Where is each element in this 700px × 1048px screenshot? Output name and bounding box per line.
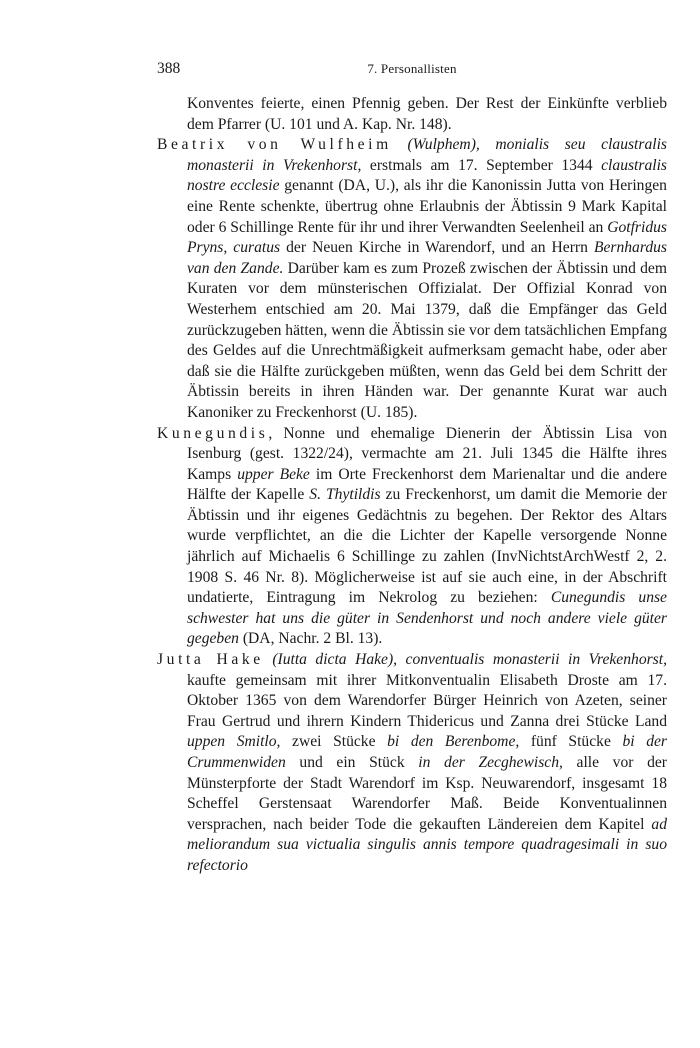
entry-text: alle vor der Münsterpforte der Stadt Warendorf im Ksp. Neuwarendorf, insgesamt 18 Scheffel Gerstensaat Warendorfer Maß. Beide Konventualinnen versprachen, nach beider Tode die gekauften Ländereien dem Kapitel bbox=[187, 754, 668, 833]
entry-text: (DA, Nachr. 2 Bl. 13). bbox=[238, 630, 383, 648]
entry-italic: Bernhardus van den Zande. bbox=[187, 239, 667, 277]
entry-text: zwei Stücke bbox=[280, 733, 388, 751]
entry-italic: ad meliorandum sua victualia singulis annis tempore quadragesimali in suo refectorio bbox=[187, 815, 667, 874]
entry-text: erstmals am 17. September 1344 bbox=[361, 156, 602, 174]
entry-text: Darüber kam es zum Prozeß zwischen der Äbtissin und dem Kuraten vor dem münsterischen Offizialat. Der Offizial Konrad von Westerhem entschied am 20. Mai 1379, daß die Empfänger das Geld zurückzugeben hätten, wenn die Äbtissin sie vor dem tatsächlichen Empfang des Geldes auf die Unrechtmäßigkeit aufmerksam gemacht habe, oder aber daß sie die Hälfte zurückgeben müßten, wenn das Geld bei dem Schritt der Äbtissin bereits in ihren Händen war. Der genannte Kurat war auch Kanoniker zu Freckenhorst (U. 185). bbox=[187, 259, 667, 421]
continuation-paragraph: Konventes feierte, einen Pfennig geben. Der Rest der Einkünfte verblieb dem Pfarrer (U. 101 und A. Kap. Nr. 148). bbox=[187, 95, 667, 133]
entry-text: zu Freckenhorst, um damit die Memorie der Äbtissin und ihr eigenes Gedächtnis zu begehen. Der Rektor des Altars wurde verpflichtet, an die die Lichter der Kapelle versorgende Nonne jährlich auf Michaelis 6 Schillinge zu zahlen (InvNichtstArchWestf 2, 2. 1908 S. 46 Nr. 8). Möglicherweise ist auf sie auch eine, in der Abschrift undatierte, Eintragung im Nekrolog zu beziehen: bbox=[187, 486, 667, 607]
entry-italic: (Iutta dicta Hake), conventualis monasterii in Vrekenhorst, bbox=[272, 651, 667, 669]
entry-italic: uppen Smitlo, bbox=[187, 733, 281, 751]
entry-text: genannt (DA, U.), als ihr die Kanonissin Jutta von Heringen eine Rente schenkte, übertrug ohne Erlaubnis der Äbtissin 9 Mark Kapital oder 6 Schillinge Rente für ihr und ihrer Verwandten Seelenheil an bbox=[187, 177, 667, 236]
entry-italic: S. Thytildis bbox=[309, 486, 381, 504]
entry-italic: bi der Crummenwiden bbox=[187, 733, 667, 771]
entry-italic: upper Beke bbox=[237, 465, 310, 483]
entry-italic: claustralis nostre ecclesie bbox=[187, 156, 667, 195]
entry-text: und ein Stück bbox=[285, 754, 419, 771]
entry-italic: (Wulphem), monialis seu claustralis monasterii in Vrekenhorst, bbox=[187, 136, 667, 174]
page-number: 388 bbox=[157, 60, 181, 77]
entry-text: fünf Stücke bbox=[519, 733, 623, 751]
entry-italic: Gotfridus Pryns, curatus bbox=[187, 218, 667, 257]
entry-jutta-hake bbox=[157, 650, 667, 877]
entry-text: im Orte Freckenhorst dem Marienaltar und die andere Hälfte der Kapelle bbox=[187, 465, 667, 504]
entry-name: Beatrix von Wulfheim bbox=[157, 136, 392, 154]
entry-italic: in der Zecghewisch, bbox=[418, 754, 563, 771]
entry-name: Kunegundis bbox=[157, 424, 269, 442]
body-text bbox=[157, 94, 667, 877]
entry-name: Jutta Hake bbox=[157, 651, 264, 669]
page-header bbox=[157, 60, 667, 80]
entry-text: kaufte gemeinsam mit ihrer Mitkonventualin Elisabeth Droste am 17. Oktober 1365 von dem Warendorfer Bürger Heinrich von Azeten, seiner Frau Gertrud und ihrern Kindern Thidericus und Zanna drei Stücke Land bbox=[187, 671, 667, 730]
entry-kunegundis bbox=[157, 424, 667, 651]
entry-italic: bi den Berenbome, bbox=[387, 733, 520, 751]
entry-beatrix-von-wulfheim bbox=[157, 135, 667, 423]
running-head: 7. Personallisten bbox=[367, 61, 457, 76]
entry-italic: Cunegundis unse schwester hat uns die güter in Sendenhorst und noch andere viele güter gegeben bbox=[187, 589, 667, 648]
entry-text: der Neuen Kirche in Warendorf, und an Herrn bbox=[280, 239, 594, 257]
entry-text: , Nonne und ehemalige Dienerin der Äbtissin Lisa von Isenburg (gest. 1322/24), vermachte am 21. Juli 1345 die Hälfte ihres Kamps bbox=[187, 424, 667, 483]
